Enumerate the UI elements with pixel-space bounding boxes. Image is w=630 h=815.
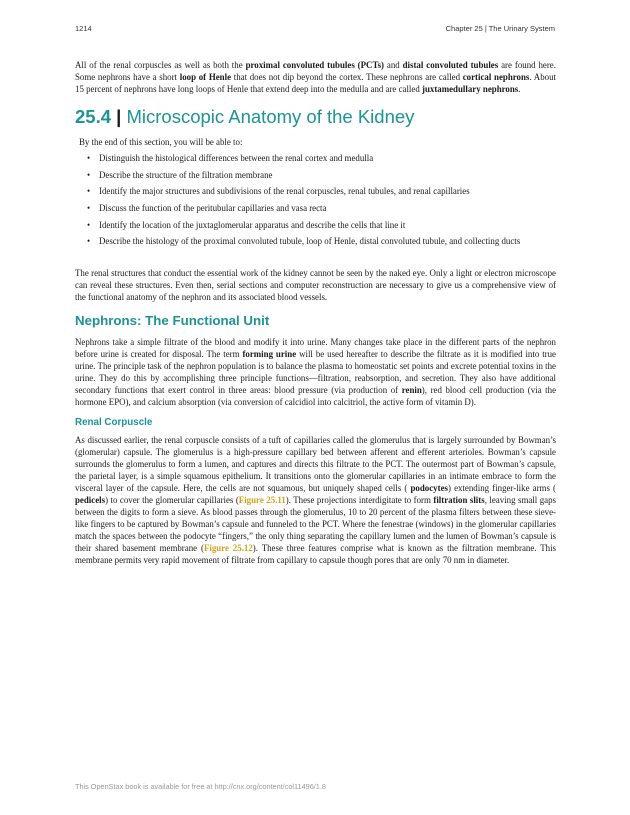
page-footer: This OpenStax book is available for free at http://cnx.org/content/col11496/1.8 <box>75 782 326 791</box>
intro-paragraph: All of the renal corpuscles as well as both the proximal convoluted tubules (PCTs) and distal convoluted tubules are found here. Some nephrons have a short loop of Henle that does not dip beyond the cortex. These nephrons are called cortical nephrons. About 15 percent of nephrons have long loops of Henle that extend deep into the medulla and are called juxtamedullary nephrons. <box>75 60 556 95</box>
objective-item: • Identify the location of the juxtaglomerular apparatus and describe the cells that line it <box>87 219 406 230</box>
objectives-intro: By the end of this section, you will be able to: <box>79 137 243 148</box>
learning-objectives <box>79 136 556 247</box>
subsection-heading-nephrons: Nephrons: The Functional Unit <box>75 312 270 328</box>
objective-item: • Describe the histology of the proximal convoluted tubule, loop of Henle, distal convoluted tubule, and collecting ducts <box>87 236 521 247</box>
bullet-icon: • <box>87 169 91 180</box>
objective-item: • Distinguish the histological differences between the renal cortex and medulla <box>87 153 374 164</box>
chapter-title: Chapter 25 | The Urinary System <box>445 24 555 33</box>
bullet-icon: • <box>87 186 91 197</box>
objectives-list <box>79 153 556 247</box>
figure-link-25-11[interactable]: Figure 25.11 <box>238 494 286 505</box>
renal-corpuscle-paragraph: As discussed earlier, the renal corpuscle consists of a tuft of capillaries called the glomerulus that is largely surrounded by Bowman’s (glomerular) capsule. The glomerulus is a high-pressure capillary bed between afferent and efferent arterioles. Bowman’s capsule surrounds the glomerulus to form a lumen, and captures and directs this filtrate to the PCT. The outermost part of Bowman’s capsule, the parietal layer, is a simple squamous epithelium. It transitions onto the glomerular capillaries in an intimate embrace to form the visceral layer of the capsule. Here, the cells are not squamous, but uniquely shaped cells ( podocytes) extending finger-like arms ( pedicels) to cover the glomerular capillaries (Figure 25.11). These projections interdigitate to form filtration slits, leaving small gaps between the digits to form a sieve. As blood passes through the glomerulus, 10 to 20 percent of the plasma filters between these sieve-like fingers to be captured by Bowman’s capsule and funneled to the PCT. Where the fenestrae (windows) in the glomerular capillaries match the spaces between the podocyte “fingers,” the only thing separating the capillary lumen and the lumen of Bowman’s capsule is their shared basement membrane (Figure 25.12). These three features comprise what is known as the filtration membrane. This membrane permits very rapid movement of filtrate from capillary to capsule though pores that are only 70 nm in diameter. <box>75 434 557 566</box>
subsection-heading-renal-corpuscle: Renal Corpuscle <box>75 416 153 428</box>
nephrons-paragraph: Nephrons take a simple filtrate of the blood and modify it into urine. Many changes take place in the different parts of the nephron before urine is created for disposal. The term forming urine will be used hereafter to describe the filtrate as it is modified into true urine. The principle task of the nephron population is to balance the plasma to homeostatic set points and excrete potential toxins in the urine. They do this by accomplishing three principle functions—filtration, reabsorption, and secretion. They also have additional secondary functions that exert control in three areas: blood pressure (via production of renin), red blood cell production (via the hormone EPO), and calcium absorption (via conversion of calcidiol into calcitriol, the active form of vitamin D). <box>75 336 557 408</box>
objective-item: • Describe the structure of the filtration membrane <box>87 169 273 180</box>
section-number: 25.4 <box>75 106 112 128</box>
objective-item: • Discuss the function of the peritubular capillaries and vasa recta <box>87 203 327 214</box>
page-header <box>75 24 555 36</box>
page-content <box>75 59 556 567</box>
objective-item: • Identify the major structures and subdivisions of the renal corpuscles, renal tubules, and renal capillaries <box>87 186 470 197</box>
section-title <box>75 106 556 128</box>
bullet-icon: • <box>87 236 91 247</box>
section-title-text: Microscopic Anatomy of the Kidney <box>126 106 415 128</box>
figure-link-25-12[interactable]: Figure 25.12 <box>203 543 253 554</box>
section-intro-paragraph: The renal structures that conduct the essential work of the kidney cannot be seen by the naked eye. Only a light or electron microscope can reveal these structures. Even then, serial sections and computer reconstruction are necessary to give us a comprehensive view of the functional anatomy of the nephron and its associated blood vessels. <box>75 267 556 302</box>
bullet-icon: • <box>87 153 91 164</box>
bullet-icon: • <box>87 219 91 230</box>
page-number: 1214 <box>75 24 92 33</box>
section-separator: | <box>116 106 122 128</box>
bullet-icon: • <box>87 203 91 214</box>
